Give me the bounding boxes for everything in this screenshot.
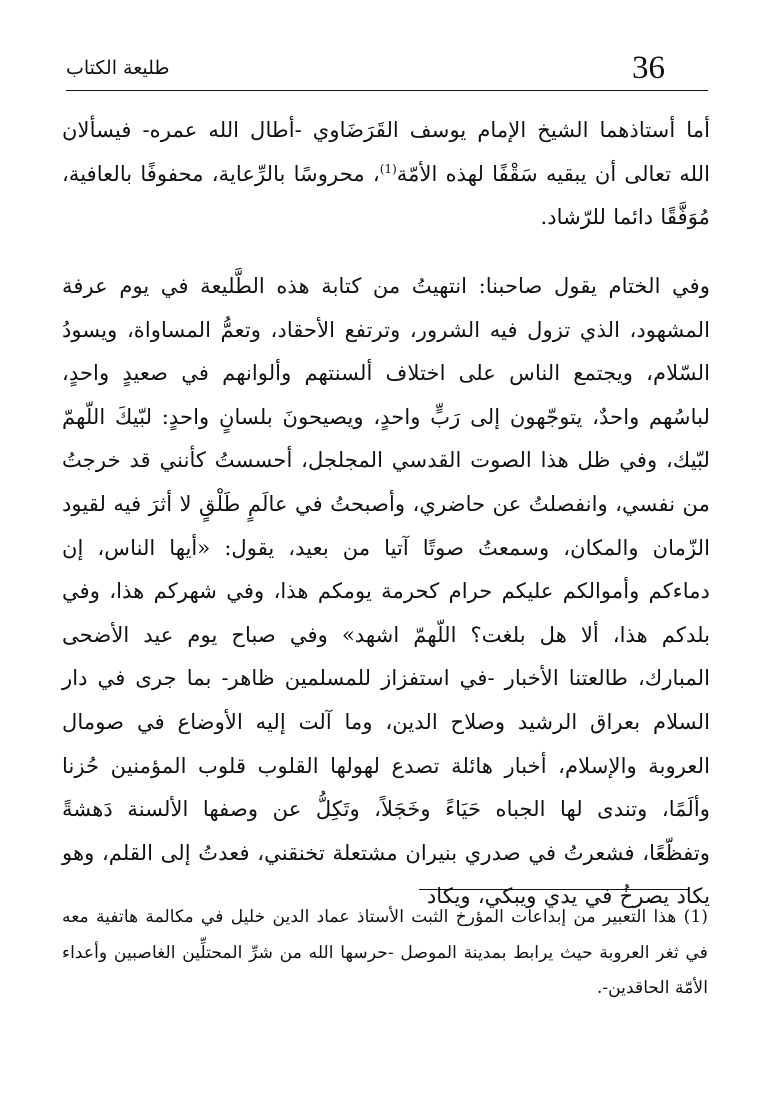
paragraph-text: ، محروسًا بالرِّعاية، محفوفًا بالعافية، مُوَفَّقًا دائما للرّشاد. — [62, 160, 710, 230]
footnote: (1) هذا التعبير من إبداعات المؤرخ الثبت الأستاذ عماد الدين خليل في مكالمة هاتفية معه في ثغر العروبة حيث يرابط بمدينة الموصل -حرسها الله من شرِّ المحتلِّين الغاصبين وأعداء الأمّة الحاقدين-. — [62, 907, 708, 998]
footnote-reference[interactable]: (1) — [379, 161, 397, 176]
paragraph-text: أما أستاذهما الشيخ الإمام يوسف القَرَضَاوي -أطال الله عمره- فيسألان الله تعالى أن يبقيه سَقْفًا لهذه الأمّة — [62, 117, 710, 186]
running-title: طليعة الكتاب — [66, 57, 170, 79]
page-number: 36 — [632, 50, 665, 86]
footnote-divider — [419, 889, 689, 890]
body-paragraph: وفي الختام يقول صاحبنا: انتهيتُ من كتابة هذه الطَّليعة في يوم عرفة المشهود، الذي تزول فيه الشرور، وترتفع الأحقاد، وتعمُّ المساواة، ويسودُ السّلام، ويجتمع الناس على اختلاف ألسنتهم وألوانهم في صعيدٍ واحدٍ، لباسُهم واحدٌ، يتوجّهون إلى رَبٍّ واحدٍ، ويصيحونَ بلسانٍ واحدٍ: لبّيكَ اللّهمّ لبّيك، وفي ظل هذا الصوت القدسي المجلجل، أحسستُ كأنني قد خرجتُ من نفسي، وانفصلتُ عن حاضري، وأصبحتُ في عالَمٍ طَلْقٍ لا أثرَ فيه لقيود الزّمان والمكان، وسمعتُ صوتًا آتيا من بعيد، يقول: «أيها الناس، إن دماءكم وأموالكم عليكم حرام كحرمة يومكم هذا، وفي شهركم هذا، وفي بلدكم هذا، ألا هل بلغت؟ اللّهمّ اشهد» وفي صباح يوم عيد الأضحى المبارك، طالعتنا الأخبار -في استفزاز للمسلمين ظاهر- بما جرى في دار السلام بعراق الرشيد وصلاح الدين، وما آلت إليه الأوضاع في صومال العروبة والإسلام، أخبار هائلة تصدع لهولها القلوب قلوب المؤمنين حُزنا وألَمًا، وتندى لها الجباه حَيَاءً وخَجَلاً، وتَكِلُّ عن وصفها الألسنة دَهشةً وتفظّعًا، فشعرتُ في صدري بنيران مشتعلة تخنقني، فعدتُ إلى القلم، وهو يكاد يصرخُ في يدي ويبكي، ويكاد — [62, 273, 710, 909]
page-header — [66, 46, 708, 91]
body-paragraph — [62, 108, 710, 239]
